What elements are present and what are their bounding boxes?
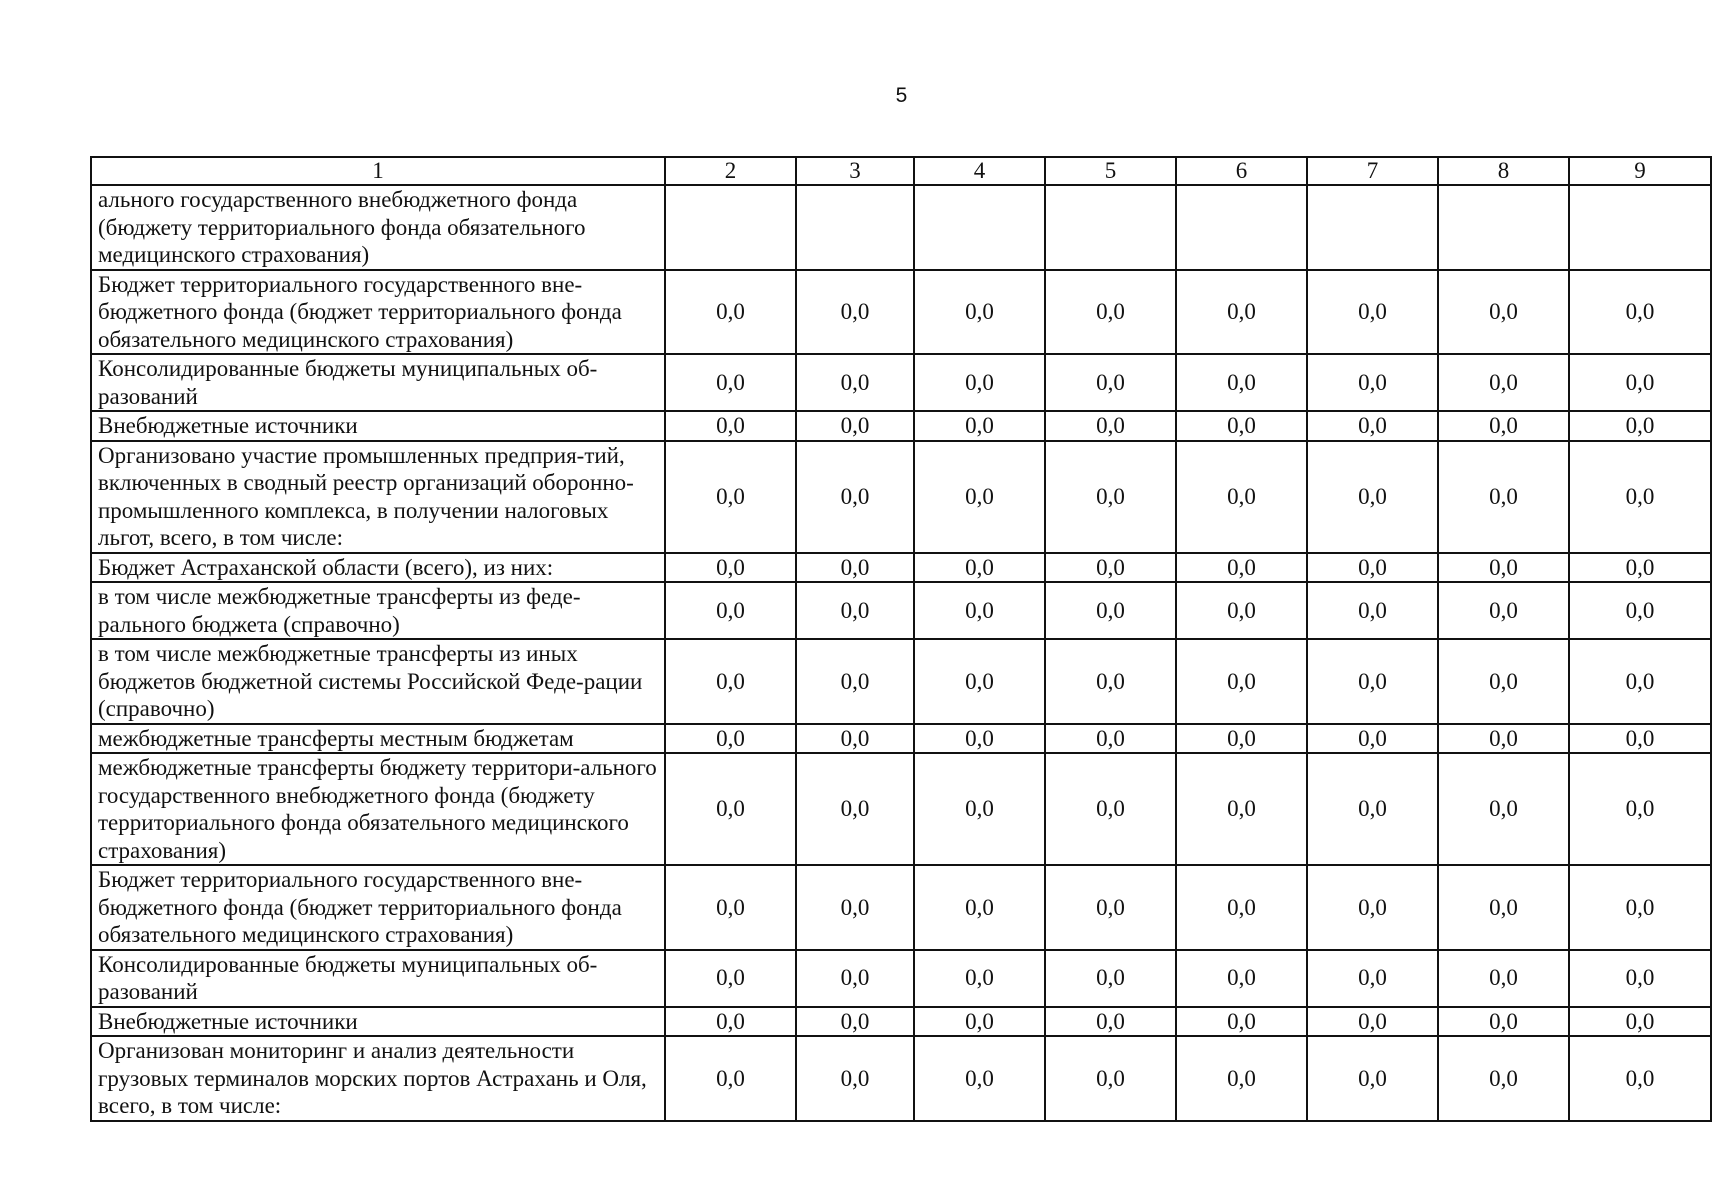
row-label: ального государственного внебюджетного фонда (бюджету территориального фонда обязательного медицинского страхования) [91,185,665,270]
value-cell-col-7: 0,0 [1307,582,1438,639]
value-cell-col-2: 0,0 [665,950,796,1007]
value-cell-col-9: 0,0 [1569,950,1711,1007]
value-cell-col-6: 0,0 [1176,582,1307,639]
value-cell-col-5: 0,0 [1045,724,1176,754]
value-cell-col-6: 0,0 [1176,1036,1307,1121]
row-label: Бюджет Астраханской области (всего), из них: [91,553,665,583]
value-cell-col-4: 0,0 [914,354,1045,411]
value-cell-col-6: 0,0 [1176,270,1307,355]
column-header-5: 5 [1045,157,1176,185]
value-cell-col-7: 0,0 [1307,270,1438,355]
value-cell-col-8: 0,0 [1438,354,1569,411]
value-cell-col-6: 0,0 [1176,753,1307,865]
value-cell-col-5: 0,0 [1045,1036,1176,1121]
value-cell-col-5: 0,0 [1045,270,1176,355]
column-header-1: 1 [91,157,665,185]
value-cell-col-3: 0,0 [796,639,914,724]
value-cell-col-9: 0,0 [1569,553,1711,583]
value-cell-col-5: 0,0 [1045,753,1176,865]
value-cell-col-8: 0,0 [1438,1036,1569,1121]
value-cell-col-3 [796,185,914,270]
value-cell-col-7: 0,0 [1307,724,1438,754]
row-label: Консолидированные бюджеты муниципальных об-разований [91,950,665,1007]
value-cell-col-3: 0,0 [796,1007,914,1037]
value-cell-col-9 [1569,185,1711,270]
value-cell-col-7: 0,0 [1307,354,1438,411]
table-row [91,724,1711,754]
value-cell-col-5: 0,0 [1045,1007,1176,1037]
value-cell-col-9: 0,0 [1569,582,1711,639]
value-cell-col-5: 0,0 [1045,950,1176,1007]
value-cell-col-9: 0,0 [1569,270,1711,355]
value-cell-col-2: 0,0 [665,753,796,865]
value-cell-col-3: 0,0 [796,950,914,1007]
value-cell-col-4: 0,0 [914,270,1045,355]
value-cell-col-3: 0,0 [796,270,914,355]
value-cell-col-3: 0,0 [796,553,914,583]
value-cell-col-9: 0,0 [1569,441,1711,553]
value-cell-col-7: 0,0 [1307,411,1438,441]
table-row [91,185,1711,270]
value-cell-col-2: 0,0 [665,1036,796,1121]
value-cell-col-8: 0,0 [1438,553,1569,583]
value-cell-col-2: 0,0 [665,270,796,355]
value-cell-col-4: 0,0 [914,950,1045,1007]
column-header-3: 3 [796,157,914,185]
row-label: Внебюджетные источники [91,1007,665,1037]
value-cell-col-6: 0,0 [1176,354,1307,411]
row-label: Организован мониторинг и анализ деятельности грузовых терминалов морских портов Астрахань и Оля, всего, в том числе: [91,1036,665,1121]
value-cell-col-9: 0,0 [1569,639,1711,724]
value-cell-col-8: 0,0 [1438,950,1569,1007]
column-header-6: 6 [1176,157,1307,185]
value-cell-col-2: 0,0 [665,411,796,441]
value-cell-col-7: 0,0 [1307,553,1438,583]
value-cell-col-6: 0,0 [1176,411,1307,441]
value-cell-col-3: 0,0 [796,724,914,754]
value-cell-col-2: 0,0 [665,1007,796,1037]
value-cell-col-2: 0,0 [665,639,796,724]
value-cell-col-7: 0,0 [1307,1036,1438,1121]
value-cell-col-2: 0,0 [665,553,796,583]
value-cell-col-6: 0,0 [1176,639,1307,724]
value-cell-col-3: 0,0 [796,411,914,441]
header-row [91,157,1711,185]
value-cell-col-8: 0,0 [1438,270,1569,355]
table-header [91,157,1711,185]
row-label: в том числе межбюджетные трансферты из феде-рального бюджета (справочно) [91,582,665,639]
value-cell-col-7: 0,0 [1307,441,1438,553]
table-row [91,1007,1711,1037]
value-cell-col-8: 0,0 [1438,639,1569,724]
value-cell-col-7: 0,0 [1307,865,1438,950]
row-label: Бюджет территориального государственного вне-бюджетного фонда (бюджет территориального фонда обязательного медицинского страхования) [91,865,665,950]
value-cell-col-5: 0,0 [1045,411,1176,441]
value-cell-col-6: 0,0 [1176,950,1307,1007]
value-cell-col-8: 0,0 [1438,582,1569,639]
budget-table [90,156,1712,1122]
value-cell-col-5: 0,0 [1045,582,1176,639]
value-cell-col-7: 0,0 [1307,1007,1438,1037]
value-cell-col-6: 0,0 [1176,1007,1307,1037]
value-cell-col-3: 0,0 [796,354,914,411]
row-label: межбюджетные трансферты бюджету территори-ального государственного внебюджетного фонда (бюджету территориального фонда обязательного медицинского страхования) [91,753,665,865]
row-label: Внебюджетные источники [91,411,665,441]
table-body [91,185,1711,1121]
value-cell-col-4: 0,0 [914,582,1045,639]
value-cell-col-2 [665,185,796,270]
value-cell-col-3: 0,0 [796,582,914,639]
value-cell-col-4: 0,0 [914,441,1045,553]
value-cell-col-7: 0,0 [1307,639,1438,724]
value-cell-col-5: 0,0 [1045,639,1176,724]
value-cell-col-8: 0,0 [1438,441,1569,553]
value-cell-col-6 [1176,185,1307,270]
column-header-2: 2 [665,157,796,185]
value-cell-col-6: 0,0 [1176,865,1307,950]
value-cell-col-8: 0,0 [1438,753,1569,865]
row-label: Консолидированные бюджеты муниципальных об-разований [91,354,665,411]
value-cell-col-7 [1307,185,1438,270]
value-cell-col-8: 0,0 [1438,724,1569,754]
value-cell-col-9: 0,0 [1569,724,1711,754]
column-header-9: 9 [1569,157,1711,185]
value-cell-col-5: 0,0 [1045,441,1176,553]
value-cell-col-4 [914,185,1045,270]
value-cell-col-4: 0,0 [914,639,1045,724]
value-cell-col-6: 0,0 [1176,441,1307,553]
table-row [91,950,1711,1007]
table-row [91,753,1711,865]
table-row [91,441,1711,553]
value-cell-col-5: 0,0 [1045,553,1176,583]
value-cell-col-8: 0,0 [1438,1007,1569,1037]
value-cell-col-5: 0,0 [1045,354,1176,411]
value-cell-col-7: 0,0 [1307,950,1438,1007]
value-cell-col-5: 0,0 [1045,865,1176,950]
value-cell-col-3: 0,0 [796,1036,914,1121]
value-cell-col-4: 0,0 [914,1036,1045,1121]
page-number: 5 [895,84,908,107]
value-cell-col-2: 0,0 [665,354,796,411]
column-header-4: 4 [914,157,1045,185]
value-cell-col-3: 0,0 [796,865,914,950]
table-row [91,639,1711,724]
table-row [91,411,1711,441]
value-cell-col-4: 0,0 [914,411,1045,441]
value-cell-col-9: 0,0 [1569,1036,1711,1121]
table-row [91,270,1711,355]
value-cell-col-6: 0,0 [1176,553,1307,583]
value-cell-col-7: 0,0 [1307,753,1438,865]
value-cell-col-4: 0,0 [914,553,1045,583]
value-cell-col-5 [1045,185,1176,270]
table-row [91,1036,1711,1121]
table-row [91,553,1711,583]
value-cell-col-8: 0,0 [1438,411,1569,441]
row-label: в том числе межбюджетные трансферты из иных бюджетов бюджетной системы Российской Феде-рации (справочно) [91,639,665,724]
value-cell-col-3: 0,0 [796,753,914,865]
value-cell-col-2: 0,0 [665,441,796,553]
value-cell-col-4: 0,0 [914,1007,1045,1037]
column-header-7: 7 [1307,157,1438,185]
value-cell-col-8: 0,0 [1438,865,1569,950]
value-cell-col-4: 0,0 [914,865,1045,950]
table-row [91,582,1711,639]
value-cell-col-2: 0,0 [665,582,796,639]
row-label: Бюджет территориального государственного вне-бюджетного фонда (бюджет территориального фонда обязательного медицинского страхования) [91,270,665,355]
column-header-8: 8 [1438,157,1569,185]
row-label: Организовано участие промышленных предприя-тий, включенных в сводный реестр организаций оборонно-промышленного комплекса, в получении налоговых льгот, всего, в том числе: [91,441,665,553]
table-row [91,354,1711,411]
value-cell-col-2: 0,0 [665,865,796,950]
value-cell-col-4: 0,0 [914,753,1045,865]
value-cell-col-9: 0,0 [1569,354,1711,411]
value-cell-col-9: 0,0 [1569,753,1711,865]
value-cell-col-2: 0,0 [665,724,796,754]
value-cell-col-3: 0,0 [796,441,914,553]
value-cell-col-4: 0,0 [914,724,1045,754]
table-row [91,865,1711,950]
row-label: межбюджетные трансферты местным бюджетам [91,724,665,754]
value-cell-col-8 [1438,185,1569,270]
value-cell-col-9: 0,0 [1569,865,1711,950]
value-cell-col-9: 0,0 [1569,411,1711,441]
value-cell-col-9: 0,0 [1569,1007,1711,1037]
value-cell-col-6: 0,0 [1176,724,1307,754]
